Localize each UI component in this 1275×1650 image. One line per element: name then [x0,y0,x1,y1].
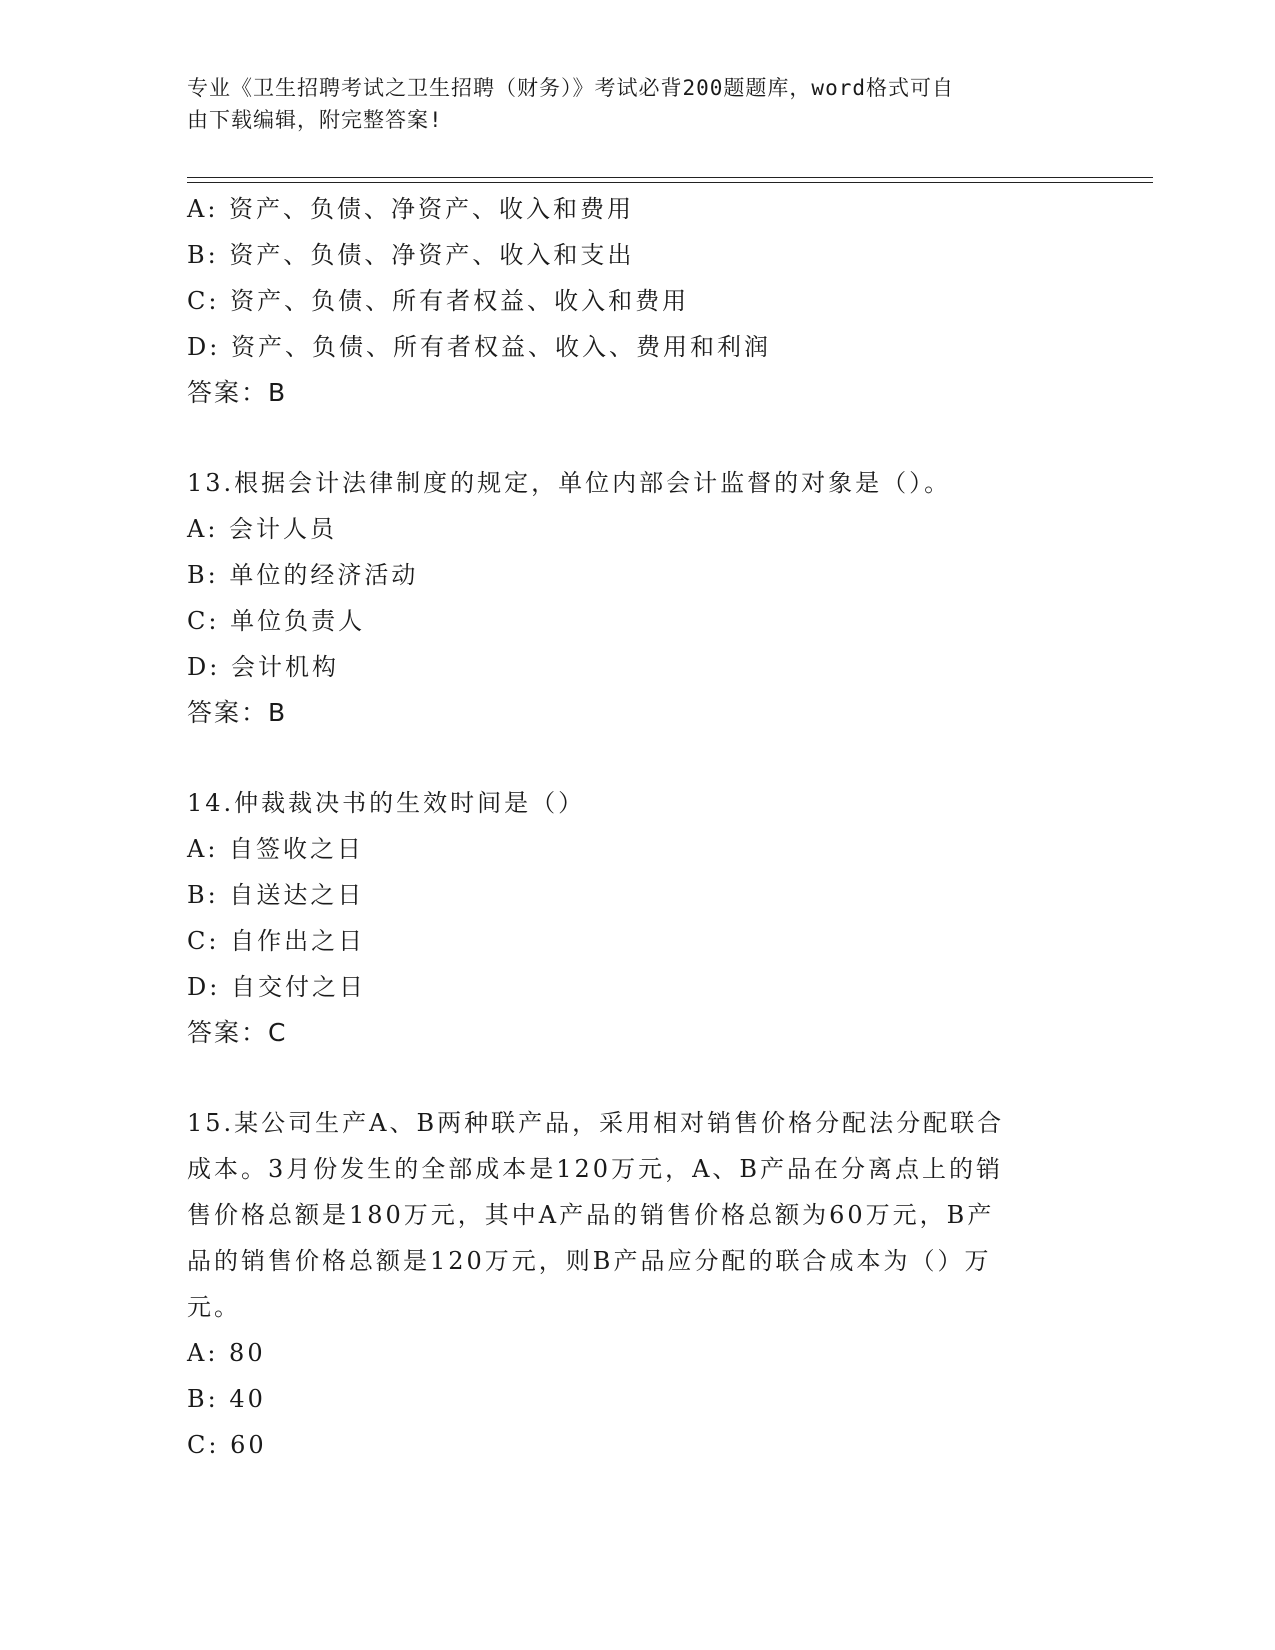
header-title-line-1: 专业《卫生招聘考试之卫生招聘（财务）》考试必背200题题库，word格式可自 [187,76,954,100]
header-title-line-2: 由下载编辑，附完整答案! [187,108,443,132]
question-stem-line-5: 元。 [187,1293,241,1321]
question-stem-line-2: 成本。3月份发生的全部成本是120万元，A、B产品在分离点上的销 [187,1155,1004,1183]
option-b: B: 资产、负债、净资产、收入和支出 [187,241,635,269]
question-stem: 13.根据会计法律制度的规定，单位内部会计监督的对象是（）。 [187,469,952,497]
document-header [187,72,1067,136]
question-12 [187,186,1067,416]
question-spacer [187,736,1067,780]
question-15 [187,1100,1067,1468]
answer-text: 答案：B [187,378,288,407]
option-d: D: 会计机构 [187,653,339,681]
option-b: B: 40 [187,1385,266,1413]
option-c: C: 资产、负债、所有者权益、收入和费用 [187,287,690,315]
option-d: D: 资产、负债、所有者权益、收入、费用和利润 [187,333,771,361]
question-stem-line-1: 15.某公司生产A、B两种联产品，采用相对销售价格分配法分配联合 [187,1109,1005,1137]
question-spacer [187,416,1067,460]
answer-text: 答案：B [187,698,288,727]
header-divider-top [187,177,1153,178]
question-stem-line-3: 售价格总额是180万元，其中A产品的销售价格总额为60万元，B产 [187,1201,995,1229]
question-13 [187,460,1067,736]
option-a: A: 80 [187,1339,266,1367]
option-b: B: 单位的经济活动 [187,561,419,589]
question-14 [187,780,1067,1056]
option-c: C: 自作出之日 [187,927,366,955]
question-spacer [187,1056,1067,1100]
option-b: B: 自送达之日 [187,881,365,909]
question-stem: 14.仲裁裁决书的生效时间是（） [187,789,586,817]
option-d: D: 自交付之日 [187,973,366,1001]
question-list [187,186,1067,1468]
option-a: A: 资产、负债、净资产、收入和费用 [187,195,635,223]
question-stem-line-4: 品的销售价格总额是120万元，则B产品应分配的联合成本为（）万 [187,1247,992,1275]
answer-text: 答案：C [187,1018,288,1047]
header-divider-bottom [187,182,1153,183]
option-c: C: 单位负责人 [187,607,366,635]
option-c: C: 60 [187,1431,267,1459]
option-a: A: 自签收之日 [187,835,365,863]
option-a: A: 会计人员 [187,515,338,543]
